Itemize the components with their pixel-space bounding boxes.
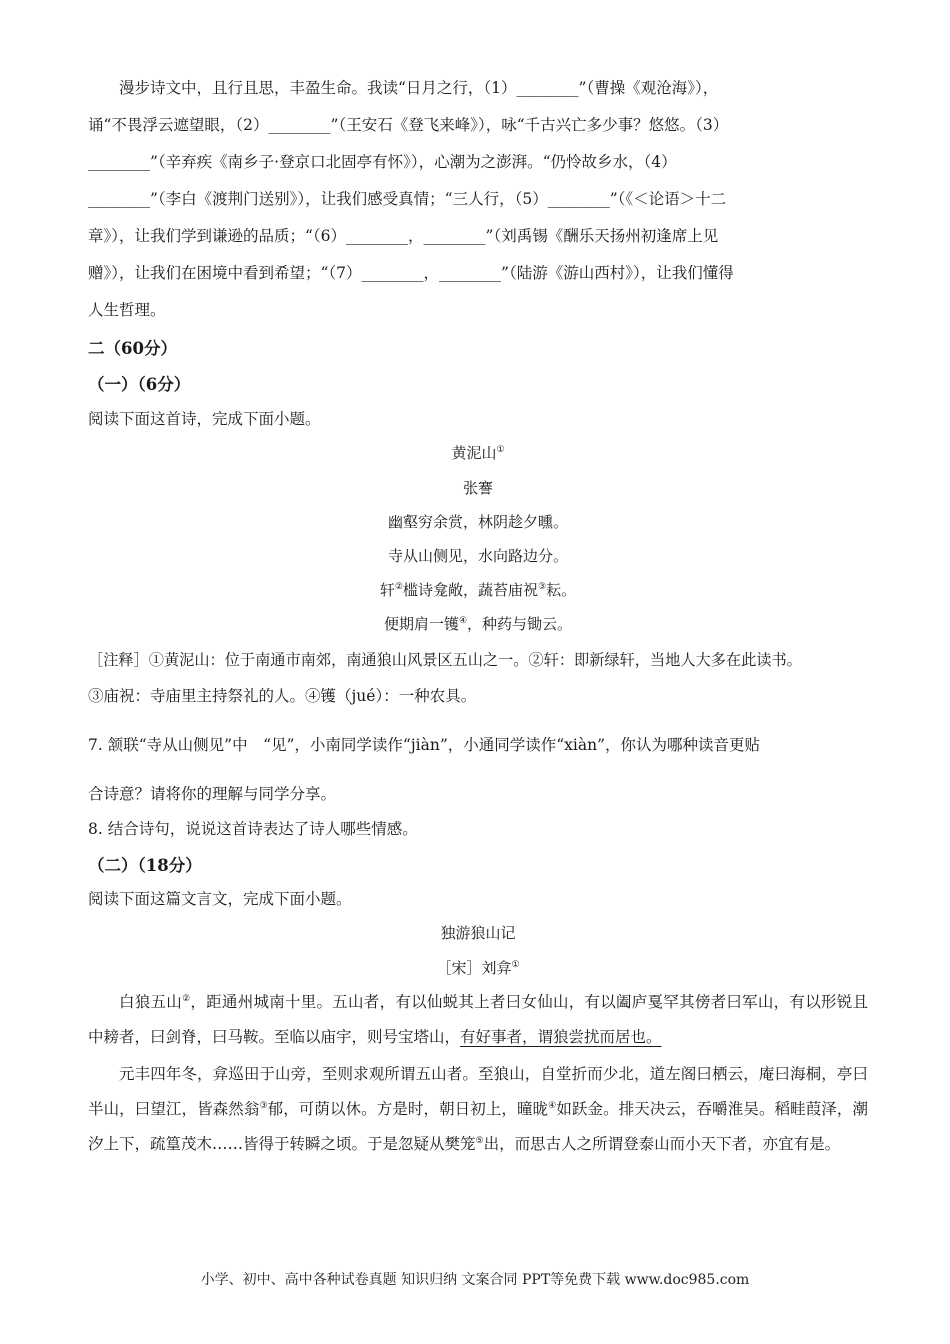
- poem-notes-line-2: ③庙祝：寺庙里主持祭礼的人。④镬（jué）：一种农具。: [88, 687, 477, 705]
- poem-title: [88, 442, 868, 463]
- essay-author-note: ①: [511, 960, 520, 970]
- essay-p2-note-1: ③: [259, 1101, 268, 1111]
- part-2-instruction: 阅读下面这篇文言文，完成下面小题。: [88, 890, 352, 908]
- essay-author-text: ［宋］刘弇: [436, 959, 512, 977]
- essay-p2-d: 如跃金。排天决云，吞嚼淮吴。稻畦葭泽，潮汐上下，疏篁茂木……皆得于转瞬之顷。于是忽疑从樊笼: [88, 1100, 868, 1153]
- poem-notes-line-1: ［注释］①黄泥山：位于南通市南郊，南通狼山风景区五山之一。②轩：即新绿轩，当地人大多在此读书。: [88, 651, 802, 669]
- question-7-line-1: 7. 颔联“寺从山侧见”中 “见”，小南同学读作“jiàn”，小通同学读作“xiàn”，你认为哪种读音更贴: [88, 736, 761, 754]
- part-1-title: （一）（6分）: [88, 375, 191, 394]
- essay-paragraph-2: [88, 1057, 868, 1162]
- poem-line-3-note-2: ③: [538, 582, 547, 592]
- essay-p2-e: 出，而思古人之所谓登泰山而小天下者，亦宜有是。: [483, 1135, 841, 1153]
- poem-title-note: ①: [496, 445, 505, 455]
- essay-p1-a: 白狼五山: [119, 993, 183, 1011]
- poem-line-3-c: 耘。: [546, 581, 577, 599]
- poem-title-text: 黄泥山: [451, 444, 497, 462]
- intro-line-4: ________”（李白《渡荆门送别》），让我们感受真情；“三人行，（5）________”（《＜论语＞十二: [88, 190, 727, 208]
- intro-line-1: 漫步诗文中，且行且思，丰盈生命。我读“日月之行，（1）________”（曹操《观沧海》），: [119, 79, 719, 97]
- poem-author: 张謇: [462, 479, 493, 497]
- poem-line-4-a: 便期肩一镬: [383, 615, 459, 633]
- poem-line-3-a: 轩: [379, 581, 395, 599]
- poem-line-4-b: ，种药与锄云。: [467, 615, 573, 633]
- essay-p1-underlined: 有好事者，谓狼尝扰而居也。: [460, 1028, 662, 1046]
- intro-line-2: 诵“不畏浮云遮望眼，（2）________”（王安石《登飞来峰》），咏“千古兴亡多少事？悠悠。（3）: [88, 116, 729, 134]
- essay-title: 独游狼山记: [440, 924, 516, 942]
- essay-p2-note-3: ⑤: [475, 1136, 484, 1146]
- poem-line-4-note: ④: [458, 616, 468, 626]
- part-2-title: （二）（18分）: [88, 856, 202, 875]
- essay-p2-dotted-char: 方: [376, 1100, 393, 1118]
- intro-line-5: 章》），让我们学到谦逊的品质；“（6）________，________”（刘禹锡《酬乐天扬州初逢席上见: [88, 227, 719, 245]
- intro-line-6: 赠》），让我们在困境中看到希望；“（7）________，________”（陆游《游山西村》），让我们懂得: [88, 264, 734, 282]
- poem-line-3: [88, 579, 868, 600]
- essay-p2-a: 元丰四年冬，弇巡田于山旁，至则求观所谓五山者。至狼山，自堂折而少北，道左阁曰栖云，庵曰海桐，亭曰半山，曰望江，皆森然翁: [88, 1065, 868, 1118]
- poem-line-1: 幽壑穷余赏，林阴趁夕曛。: [387, 513, 568, 531]
- poem-line-3-b: 槛诗龛敞，蔬苔庙祝: [402, 581, 538, 599]
- essay-p2-note-2: ④: [548, 1101, 557, 1111]
- essay-p2-c: 是时，朝日初上，曈昽: [392, 1100, 549, 1118]
- essay-paragraph-1: [88, 985, 868, 1055]
- poem-line-4: [88, 613, 868, 634]
- essay-author: [88, 957, 868, 978]
- question-8: 8. 结合诗句，说说这首诗表达了诗人哪些情感。: [88, 820, 418, 838]
- intro-line-3: ________”（辛弃疾《南乡子·登京口北固亭有怀》），心潮为之澎湃。“仍怜故乡水，（4）: [88, 153, 677, 171]
- question-7-line-2: 合诗意？请将你的理解与同学分享。: [88, 785, 337, 803]
- intro-paragraph: [88, 70, 868, 329]
- poem-line-3-note: ②: [394, 582, 403, 592]
- page-footer: 小学、初中、高中各种试卷真题 知识归纳 文案合同 PPT等免费下载 www.doc985.com: [200, 1272, 750, 1288]
- poem-line-2: 寺从山侧见，水向路边分。: [387, 547, 568, 565]
- part-1-instruction: 阅读下面这首诗，完成下面小题。: [88, 410, 321, 428]
- essay-p1-note: ②: [182, 994, 191, 1004]
- section-2-title: 二（60分）: [88, 339, 177, 358]
- essay-p1-b: ，距通州城南十里。五山者，有以仙蜕其上者曰女仙山，有以阖庐戛罕其傍者曰军山，有以形锐且中耪者，曰剑脊，曰马鞍。至临以庙宇，则号宝塔山，: [88, 993, 868, 1046]
- essay-p2-b: 郁，可荫以休。: [267, 1100, 377, 1118]
- intro-line-7: 人生哲理。: [88, 301, 166, 319]
